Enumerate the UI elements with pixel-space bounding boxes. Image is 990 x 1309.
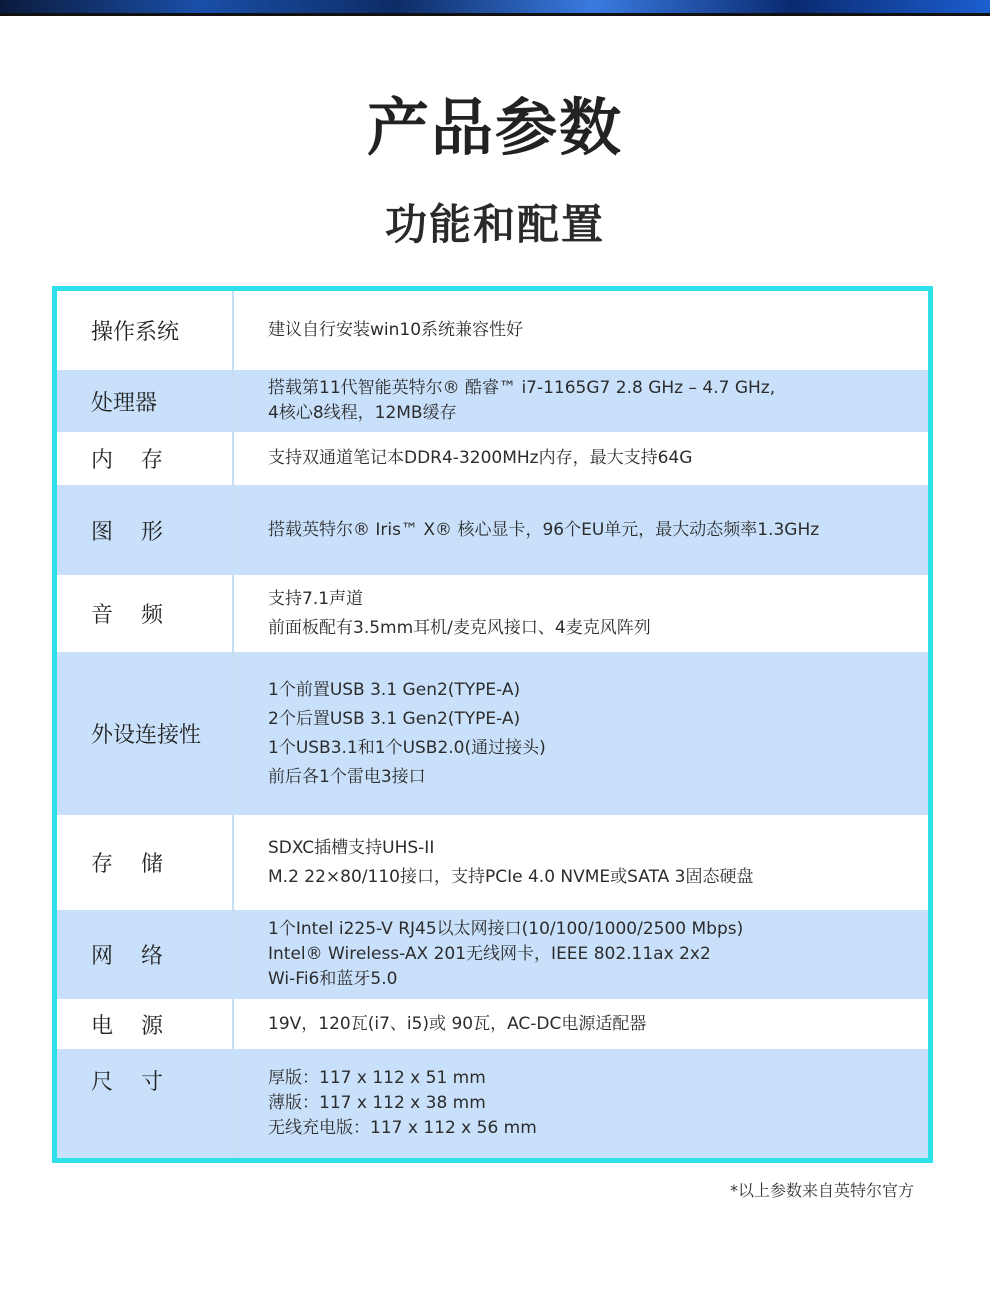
spec-value [268, 432, 918, 485]
spec-label: 存 储 [91, 852, 163, 877]
spec-value [268, 370, 918, 432]
spec-value [268, 652, 918, 815]
header-banner [0, 0, 990, 16]
spec-line: 支持7.1声道 [268, 588, 364, 609]
spec-row-dimensions [57, 1049, 928, 1158]
spec-label: 图 形 [91, 519, 163, 545]
spec-value [268, 815, 918, 910]
spec-value [268, 575, 918, 652]
spec-row-audio [57, 575, 928, 652]
spec-line: 支持双通道笔记本DDR4-3200MHz内存，最大支持64G [268, 448, 693, 468]
spec-value [268, 1049, 918, 1158]
spec-label: 内 存 [91, 448, 163, 473]
page-subtitle: 功能和配置 [384, 200, 605, 249]
spec-row-peripherals [57, 652, 928, 815]
spec-row-storage [57, 815, 928, 910]
spec-label: 操作系统 [91, 320, 180, 345]
spec-line: 1个Intel i225-V RJ45以太网接口(10/100/1000/2500 Mbps) [268, 919, 744, 939]
spec-row-power [57, 999, 928, 1049]
column-divider [232, 291, 234, 1158]
spec-row-memory [57, 432, 928, 485]
spec-value [268, 910, 918, 999]
spec-row-network [57, 910, 928, 999]
spec-line: 搭载第11代智能英特尔® 酷睿™ i7-1165G7 2.8 GHz – 4.7 GHz, [268, 378, 776, 398]
spec-line: 无线充电版：117 x 112 x 56 mm [268, 1118, 537, 1138]
spec-label: 处理器 [91, 390, 158, 416]
spec-line: 2个后置USB 3.1 Gen2(TYPE-A) [268, 708, 521, 729]
spec-line: 搭载英特尔® Iris™ X® 核心显卡，96个EU单元，最大动态频率1.3GHz [268, 519, 820, 540]
spec-line: 4核心8线程，12MB缓存 [268, 403, 457, 423]
spec-label: 电 源 [91, 1013, 163, 1039]
spec-line: 1个USB3.1和1个USB2.0(通过接头) [268, 737, 546, 758]
spec-line: Intel® Wireless-AX 201无线网卡，IEEE 802.11ax 2x2 [268, 944, 711, 964]
spec-line: 前面板配有3.5mm耳机/麦克风接口、4麦克风阵列 [268, 617, 651, 638]
spec-line: 1个前置USB 3.1 Gen2(TYPE-A) [268, 679, 521, 700]
spec-line: 19V，120瓦(i7、i5)或 90瓦，AC-DC电源适配器 [268, 1013, 647, 1034]
spec-label: 外设连接性 [91, 723, 202, 748]
spec-line: M.2 22×80/110接口，支持PCIe 4.0 NVME或SATA 3固态硬盘 [268, 866, 754, 887]
spec-label: 尺 寸 [91, 1070, 163, 1095]
spec-line: SDXC插槽支持UHS-II [268, 837, 435, 858]
source-footnote: *以上参数来自英特尔官方 [729, 1181, 914, 1200]
spec-row-cpu [57, 370, 928, 432]
spec-table [52, 286, 933, 1163]
spec-line: Wi-Fi6和蓝牙5.0 [268, 969, 398, 989]
spec-line: 前后各1个雷电3接口 [268, 766, 426, 787]
spec-line: 薄版：117 x 112 x 38 mm [268, 1093, 486, 1113]
spec-value [268, 291, 918, 370]
spec-line: 厚版：117 x 112 x 51 mm [268, 1068, 486, 1088]
spec-row-os [57, 291, 928, 370]
spec-value [268, 999, 918, 1049]
spec-label: 音 频 [91, 603, 163, 628]
spec-row-graphics [57, 485, 928, 575]
page-title: 产品参数 [366, 91, 623, 164]
spec-value [268, 485, 918, 575]
spec-label: 网 络 [91, 944, 163, 969]
spec-line: 建议自行安装win10系统兼容性好 [268, 320, 524, 340]
